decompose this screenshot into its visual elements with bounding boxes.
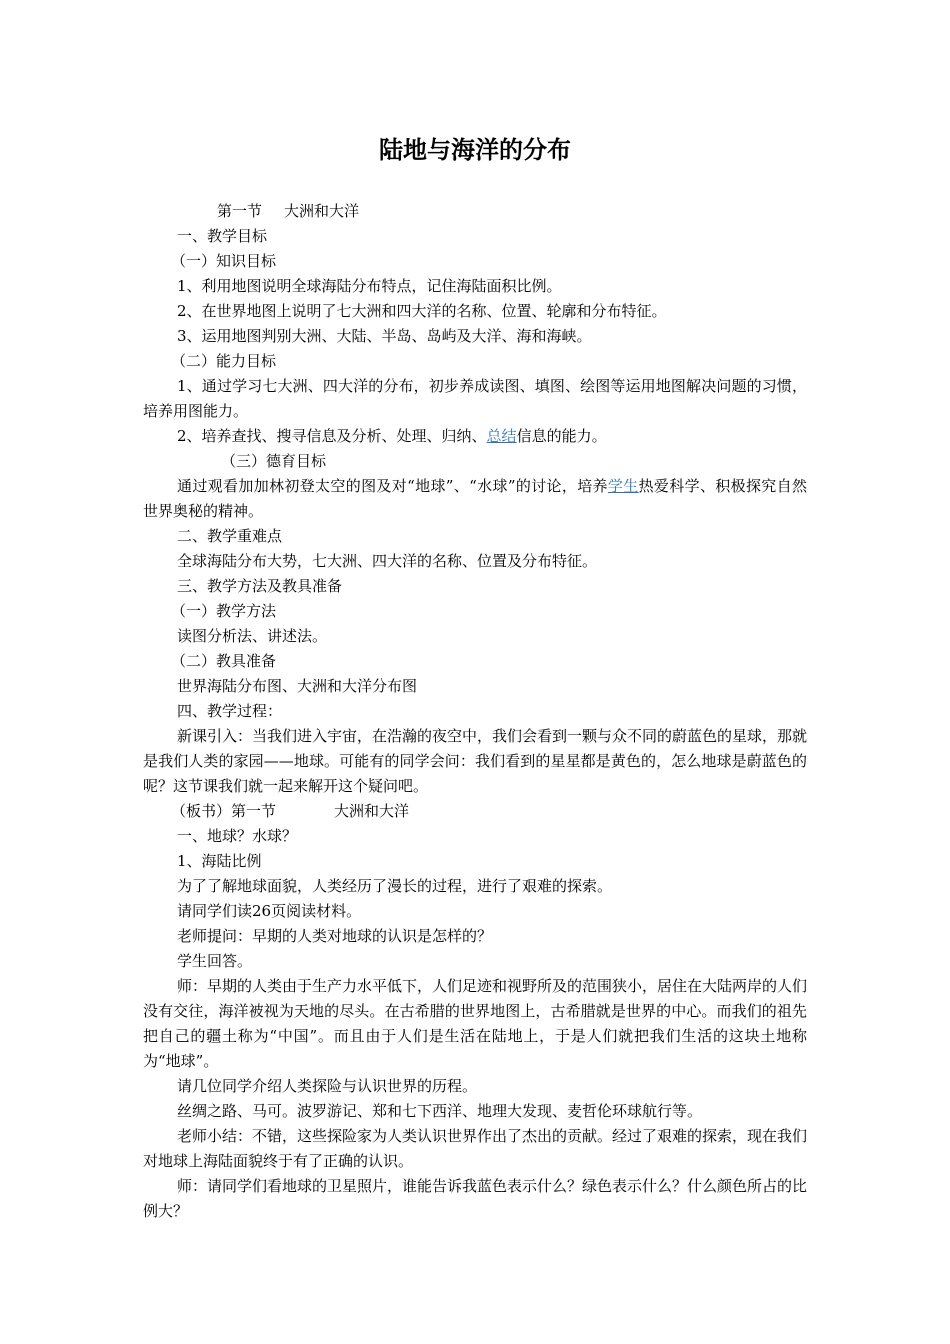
process-heading: 四、教学过程： bbox=[177, 702, 283, 720]
method-heading: 三、教学方法及教具准备 bbox=[177, 577, 343, 595]
ability-heading: （二）能力目标 bbox=[171, 352, 277, 370]
document-body bbox=[143, 199, 807, 1224]
goal-heading: 一、教学目标 bbox=[177, 227, 268, 245]
paragraph: 师：早期的人类由于生产力水平低下，人们足迹和视野所及的范围狭小，居住在大陆两岸的人们没有交往，海洋被视为天地的尽头。在古希腊的世界地图上，古希腊就是世界的中心。而我们的祖先把自己的疆土称为“中国”。而且由于人们是生活在陆地上，于是人们就把我们生活的这块土地称为“地球”。 bbox=[143, 977, 808, 1070]
method-text: 读图分析法、讲述法。 bbox=[177, 627, 328, 645]
ratio-heading: 1、海陆比例 bbox=[177, 852, 262, 870]
knowledge-item-1: 1、利用地图说明全球海陆分布特点，记住海陆面积比例。 bbox=[177, 277, 562, 295]
tools-subheading: （二）教具准备 bbox=[171, 652, 277, 670]
knowledge-heading: （一）知识目标 bbox=[171, 252, 277, 270]
paragraph: 老师提问：早期的人类对地球的认识是怎样的？ bbox=[177, 927, 493, 945]
ability-item-2 bbox=[143, 424, 807, 449]
ability-item-2-text: 2、培养查找、搜寻信息及分析、处理、归纳、 bbox=[177, 427, 487, 445]
ability-item-2-end: 信息的能力。 bbox=[516, 427, 607, 445]
board-name: 大洲和大洋 bbox=[334, 802, 410, 820]
knowledge-item-3: 3、运用地图判别大洲、大陆、半岛、岛屿及大洋、海和海峡。 bbox=[177, 327, 592, 345]
section-number: 第一节 bbox=[217, 202, 263, 220]
board-heading bbox=[143, 799, 807, 824]
document-title: 陆地与海洋的分布 bbox=[379, 135, 571, 164]
method-subheading: （一）教学方法 bbox=[171, 602, 277, 620]
paragraph: 学生回答。 bbox=[177, 952, 253, 970]
intro-paragraph: 新课引入：当我们进入宇宙，在浩瀚的夜空中，我们会看到一颗与众不同的蔚蓝色的星球，那就是我们人类的家园——地球。可能有的同学会问：我们看到的星星都是黄色的，怎么地球是蔚蓝色的呢？这节课我们就一起来解开这个疑问吧。 bbox=[143, 727, 808, 795]
tools-text: 世界海陆分布图、大洲和大洋分布图 bbox=[177, 677, 418, 695]
question-heading: 一、地球？水球？ bbox=[177, 827, 298, 845]
key-text: 全球海陆分布大势，七大洲、四大洋的名称、位置及分布特征。 bbox=[177, 552, 598, 570]
board-label: （板书）第一节 bbox=[171, 802, 277, 820]
paragraph: 师：请同学们看地球的卫星照片，谁能告诉我蓝色表示什么？绿色表示什么？什么颜色所占的比例大？ bbox=[143, 1177, 808, 1220]
summary-link[interactable]: 总结 bbox=[486, 427, 517, 445]
section-heading bbox=[143, 199, 807, 224]
moral-item bbox=[143, 474, 807, 524]
key-heading: 二、教学重难点 bbox=[177, 527, 283, 545]
paragraph: 为了了解地球面貌，人类经历了漫长的过程，进行了艰难的探索。 bbox=[177, 877, 613, 895]
section-name: 大洲和大洋 bbox=[284, 202, 360, 220]
moral-heading: （三）德育目标 bbox=[221, 452, 327, 470]
paragraph: 请几位同学介绍人类探险与认识世界的历程。 bbox=[177, 1077, 478, 1095]
paragraph: 老师小结：不错，这些探险家为人类认识世界作出了杰出的贡献。经过了艰难的探索，现在我们对地球上海陆面貌终于有了正确的认识。 bbox=[143, 1127, 808, 1170]
student-link[interactable]: 学生 bbox=[607, 477, 639, 495]
ability-item-1: 1、通过学习七大洲、四大洋的分布，初步养成读图、填图、绘图等运用地图解决问题的习惯，培养用图能力。 bbox=[143, 377, 807, 420]
moral-item-text: 通过观看加加林初登太空的图及对“地球”、“水球”的讨论，培养 bbox=[177, 477, 608, 495]
paragraph: 丝绸之路、马可。波罗游记、郑和七下西洋、地理大发现、麦哲伦环球航行等。 bbox=[177, 1102, 703, 1120]
paragraph: 请同学们读26页阅读材料。 bbox=[177, 902, 362, 920]
moral-item-end: 热爱科学、积极探究自然世界奥秘的精神。 bbox=[143, 477, 807, 520]
knowledge-item-2: 2、在世界地图上说明了七大洲和四大洋的名称、位置、轮廓和分布特征。 bbox=[177, 302, 667, 320]
